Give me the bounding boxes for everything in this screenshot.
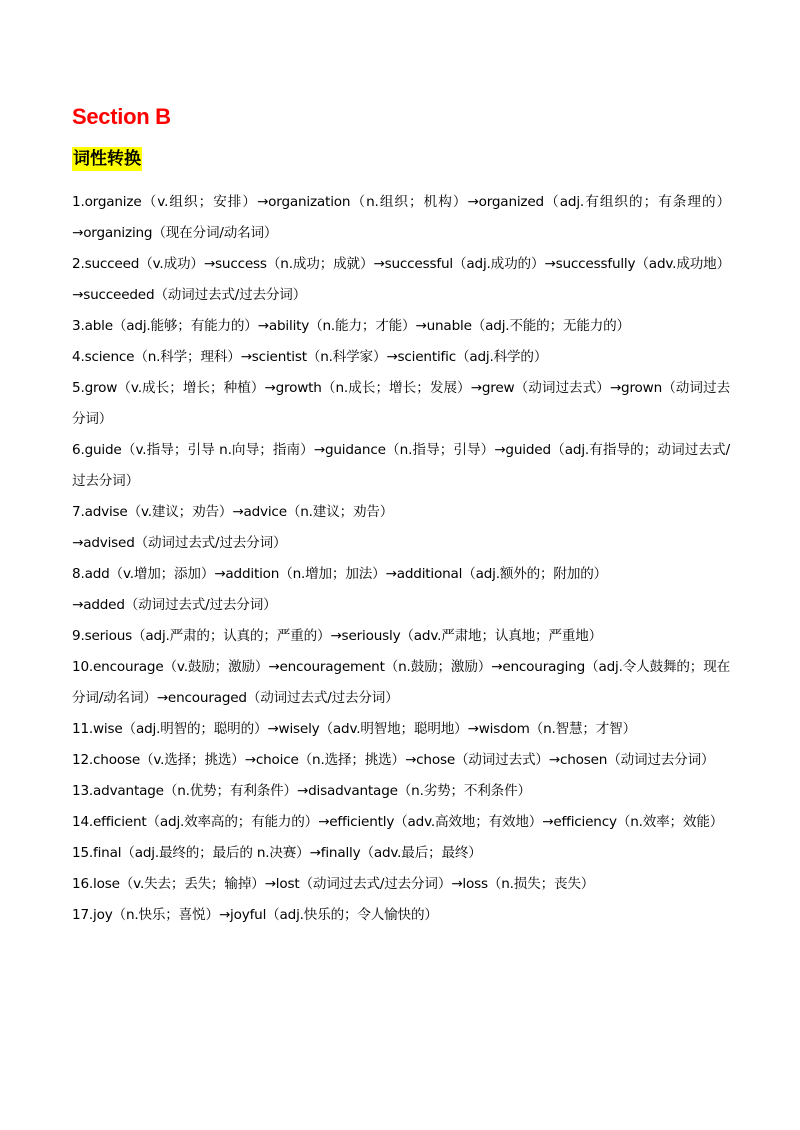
list-item: 12.choose（v.选择；挑选）→choice（n.选择；挑选）→chose（动词过去式）→chosen（动词过去分词）	[72, 752, 715, 768]
list-item: 17.joy（n.快乐；喜悦）→joyful（adj.快乐的；令人愉快的）	[72, 907, 438, 923]
list-item: 9.serious（adj.严肃的；认真的；严重的）→seriously（adv.严肃地；认真地；严重地）	[72, 628, 602, 644]
list-item: 6.guide（v.指导；引导 n.向导；指南）→guidance（n.指导；引导）→guided（adj.有指导的；动词过去式/过去分词）	[72, 442, 730, 489]
list-item: 4.science（n.科学；理科）→scientist（n.科学家）→scientific（adj.科学的）	[72, 349, 548, 365]
list-item: 1.organize（v.组织；安排）→organization（n.组织；机构）→organized（adj.有组织的；有条理的）→organizing（现在分词/动名词）	[72, 194, 730, 241]
word-form-list	[72, 187, 730, 931]
list-item: 10.encourage（v.鼓励；激励）→encouragement（n.鼓励；激励）→encouraging（adj.令人鼓舞的；现在分词/动名词）→encouraged（动词过去式/过去分词）	[72, 659, 730, 706]
list-item: 5.grow（v.成长；增长；种植）→growth（n.成长；增长；发展）→grew（动词过去式）→grown（动词过去分词）	[72, 380, 730, 427]
list-item: 15.final（adj.最终的；最后的 n.决赛）→finally（adv.最后；最终）	[72, 845, 482, 861]
list-item: 3.able（adj.能够；有能力的）→ability（n.能力；才能）→unable（adj.不能的；无能力的）	[72, 318, 630, 334]
list-item: 16.lose（v.失去；丢失；输掉）→lost（动词过去式/过去分词）→loss（n.损失；丧失）	[72, 876, 595, 892]
list-item: 14.efficient（adj.效率高的；有能力的）→efficiently（adv.高效地；有效地）→efficiency（n.效率；效能）	[72, 814, 724, 830]
list-item-continuation: →added（动词过去式/过去分词）	[72, 597, 277, 613]
list-item: 11.wise（adj.明智的；聪明的）→wisely（adv.明智地；聪明地）→wisdom（n.智慧；才智）	[72, 721, 636, 737]
list-item: 8.add（v.增加；添加）→addition（n.增加；加法）→additional（adj.额外的；附加的）	[72, 566, 608, 582]
list-item: 7.advise（v.建议；劝告）→advice（n.建议；劝告）	[72, 504, 394, 520]
list-item: 13.advantage（n.优势；有利条件）→disadvantage（n.劣势；不利条件）	[72, 783, 531, 799]
subtitle-highlighted: 词性转换	[73, 149, 141, 169]
list-item: 2.succeed（v.成功）→success（n.成功；成就）→successful（adj.成功的）→successfully（adv.成功地）→succeeded（动词过去式/过去分词）	[72, 256, 730, 303]
list-item-continuation: →advised（动词过去式/过去分词）	[72, 535, 287, 551]
section-title: Section B	[72, 104, 171, 129]
